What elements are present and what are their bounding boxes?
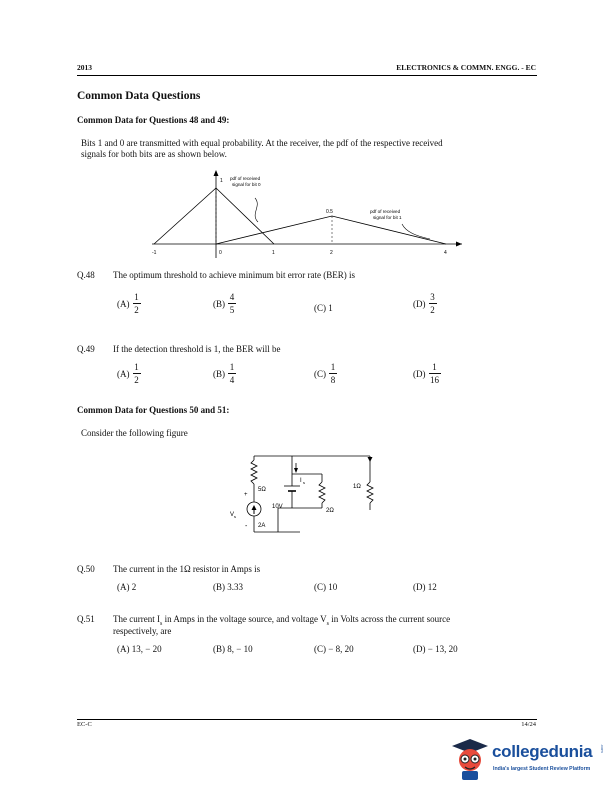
- is-arrow: [294, 468, 298, 473]
- q50-number: Q.50: [77, 564, 95, 574]
- r5-label: 5Ω: [258, 487, 266, 493]
- vsource-label: 10V: [272, 504, 283, 510]
- q49-d-num: 1: [432, 362, 437, 372]
- q50-option-a[interactable]: [117, 582, 136, 592]
- pdf-graph: [140, 168, 470, 260]
- q48-text: The optimum threshold to achieve minimum bit error rate (BER) is: [113, 270, 355, 280]
- minus-sign: -: [245, 523, 248, 530]
- q49-number: Q.49: [77, 344, 95, 354]
- y-axis-arrow: [214, 170, 219, 176]
- vs-sub: s: [234, 514, 236, 519]
- q48-c-text: (C) 1: [314, 303, 333, 313]
- bit1-label-line2: signal for bit 1: [373, 215, 402, 220]
- peak0-label: 1: [220, 178, 223, 184]
- circuit-diagram: [222, 446, 382, 546]
- q48-b-num: 4: [229, 292, 235, 302]
- tick-2: 2: [330, 250, 333, 256]
- bit0-pointer: [255, 198, 258, 222]
- q48-b-den: 5: [229, 305, 235, 315]
- bit1-label-line1: pdf of received: [370, 209, 401, 214]
- q48-d-num: 3: [430, 292, 435, 302]
- q49-b-label: (B): [213, 368, 225, 379]
- q48-a-label: (A): [117, 298, 130, 309]
- q48-option-d[interactable]: [413, 292, 437, 315]
- q51-option-d[interactable]: [413, 644, 458, 654]
- tick-minus1: -1: [152, 250, 157, 256]
- is-sub: s: [303, 480, 305, 485]
- q49-option-a[interactable]: [117, 362, 141, 385]
- q49-c-fraction: [329, 362, 337, 385]
- isource-label: 2A: [258, 523, 266, 529]
- q49-option-c[interactable]: [314, 362, 337, 385]
- pdf-bit0-triangle: [154, 188, 274, 244]
- q51-text-c: in Volts across the current source: [328, 614, 451, 624]
- q48-d-den: 2: [430, 305, 435, 315]
- q48-option-c[interactable]: [314, 303, 333, 313]
- q49-a-den: 2: [134, 375, 139, 385]
- data1-text-line2: signals for both bits are as shown below.: [81, 149, 227, 159]
- footer-rule: [77, 719, 537, 720]
- q51-number: Q.51: [77, 614, 95, 624]
- bit0-label-line1: pdf of received: [230, 176, 261, 181]
- logo-suffix: .com: [600, 744, 605, 753]
- q49-option-b[interactable]: [213, 362, 236, 385]
- footer-page: 14/24: [521, 721, 536, 728]
- q49-c-num: 1: [330, 362, 336, 372]
- tick-0: 0: [219, 250, 222, 256]
- q49-b-num: 1: [229, 362, 235, 372]
- tick-1: 1: [272, 250, 275, 256]
- resistor-1ohm: [367, 482, 373, 503]
- r2-label: 2Ω: [326, 508, 334, 514]
- q50-option-c[interactable]: [314, 582, 337, 592]
- collegedunia-logo: [448, 736, 608, 786]
- q49-b-fraction: [228, 362, 236, 385]
- is-label: I: [300, 478, 302, 484]
- q49-d-fraction: [429, 362, 441, 385]
- q48-number: Q.48: [77, 270, 95, 280]
- section-title: Common Data Questions: [77, 90, 201, 102]
- resistor-2ohm: [319, 482, 325, 503]
- resistor-5ohm: [251, 460, 257, 484]
- node-arrow: [368, 457, 373, 462]
- q49-option-d[interactable]: [413, 362, 441, 385]
- q48-option-a[interactable]: [117, 292, 141, 315]
- q50-option-b[interactable]: [213, 582, 243, 592]
- q48-option-b[interactable]: [213, 292, 236, 315]
- q49-text: If the detection threshold is 1, the BER will be: [113, 344, 281, 354]
- q49-b-den: 4: [229, 375, 235, 385]
- q50-c-text: (C) 10: [314, 582, 338, 592]
- data1-text-line1: Bits 1 and 0 are transmitted with equal probability. At the receiver, the pdf of the respective received: [81, 138, 443, 148]
- q48-b-label: (B): [213, 298, 225, 309]
- q51-sub-is: s: [159, 620, 163, 627]
- q51-option-a[interactable]: [117, 644, 162, 654]
- q51-sub-vs: s: [326, 620, 329, 627]
- mascot-icon: [448, 736, 490, 782]
- q49-a-label: (A): [117, 368, 130, 379]
- q49-d-den: 16: [430, 375, 439, 385]
- q48-a-den: 2: [134, 305, 139, 315]
- logo-name: collegedunia: [492, 742, 593, 761]
- common-data-title-48-49: Common Data for Questions 48 and 49:: [77, 115, 230, 125]
- q48-a-num: 1: [134, 292, 139, 302]
- q48-b-fraction: [228, 292, 236, 315]
- q51-option-c[interactable]: [314, 644, 354, 654]
- current-source-arrow: [252, 505, 257, 510]
- footer-left: EC-C: [77, 721, 92, 728]
- bit0-label-line2: signal for bit 0: [232, 182, 261, 187]
- plus-sign: +: [244, 492, 248, 498]
- q50-option-d[interactable]: [413, 582, 437, 592]
- q51-b-text: (B) 8, − 10: [213, 644, 253, 654]
- q51-a-text: (A) 13, − 20: [117, 644, 162, 654]
- common-data-title-50-51: Common Data for Questions 50 and 51:: [77, 405, 230, 415]
- q48-d-label: (D): [413, 298, 426, 309]
- q48-a-fraction: [133, 292, 141, 315]
- pdf-bit1-triangle: [216, 216, 446, 244]
- q50-b-text: (B) 3.33: [213, 582, 243, 592]
- q51-c-text: (C) − 8, 20: [314, 644, 354, 654]
- q51-text-a: The current I: [113, 614, 160, 624]
- data2-text: Consider the following figure: [81, 428, 188, 438]
- header-subject: ELECTRONICS & COMMN. ENGG. - EC: [396, 63, 536, 72]
- q49-c-den: 8: [330, 375, 336, 385]
- q51-d-text: (D) − 13, 20: [413, 644, 458, 654]
- peak1-label: 0.5: [326, 209, 333, 215]
- header-rule: [77, 75, 537, 76]
- q49-a-num: 1: [134, 362, 139, 372]
- vs-label: V: [230, 512, 235, 518]
- q51-option-b[interactable]: [213, 644, 253, 654]
- r1-label: 1Ω: [353, 484, 361, 490]
- q50-a-text: (A) 2: [117, 582, 137, 592]
- q50-d-text: (D) 12: [413, 582, 437, 592]
- q49-d-label: (D): [413, 368, 426, 379]
- header-year: 2013: [77, 63, 92, 72]
- q48-d-fraction: [429, 292, 437, 315]
- tick-4: 4: [444, 250, 447, 256]
- logo-tagline: India's largest Student Review Platform: [493, 766, 591, 772]
- q51-text-b: in Amps in the voltage source, and voltage V: [162, 614, 327, 624]
- q51-text-line2: respectively, are: [113, 626, 172, 636]
- q49-a-fraction: [133, 362, 141, 385]
- q49-c-label: (C): [314, 368, 326, 379]
- x-axis-arrow: [456, 242, 462, 247]
- q50-text: The current in the 1Ω resistor in Amps is: [113, 564, 261, 574]
